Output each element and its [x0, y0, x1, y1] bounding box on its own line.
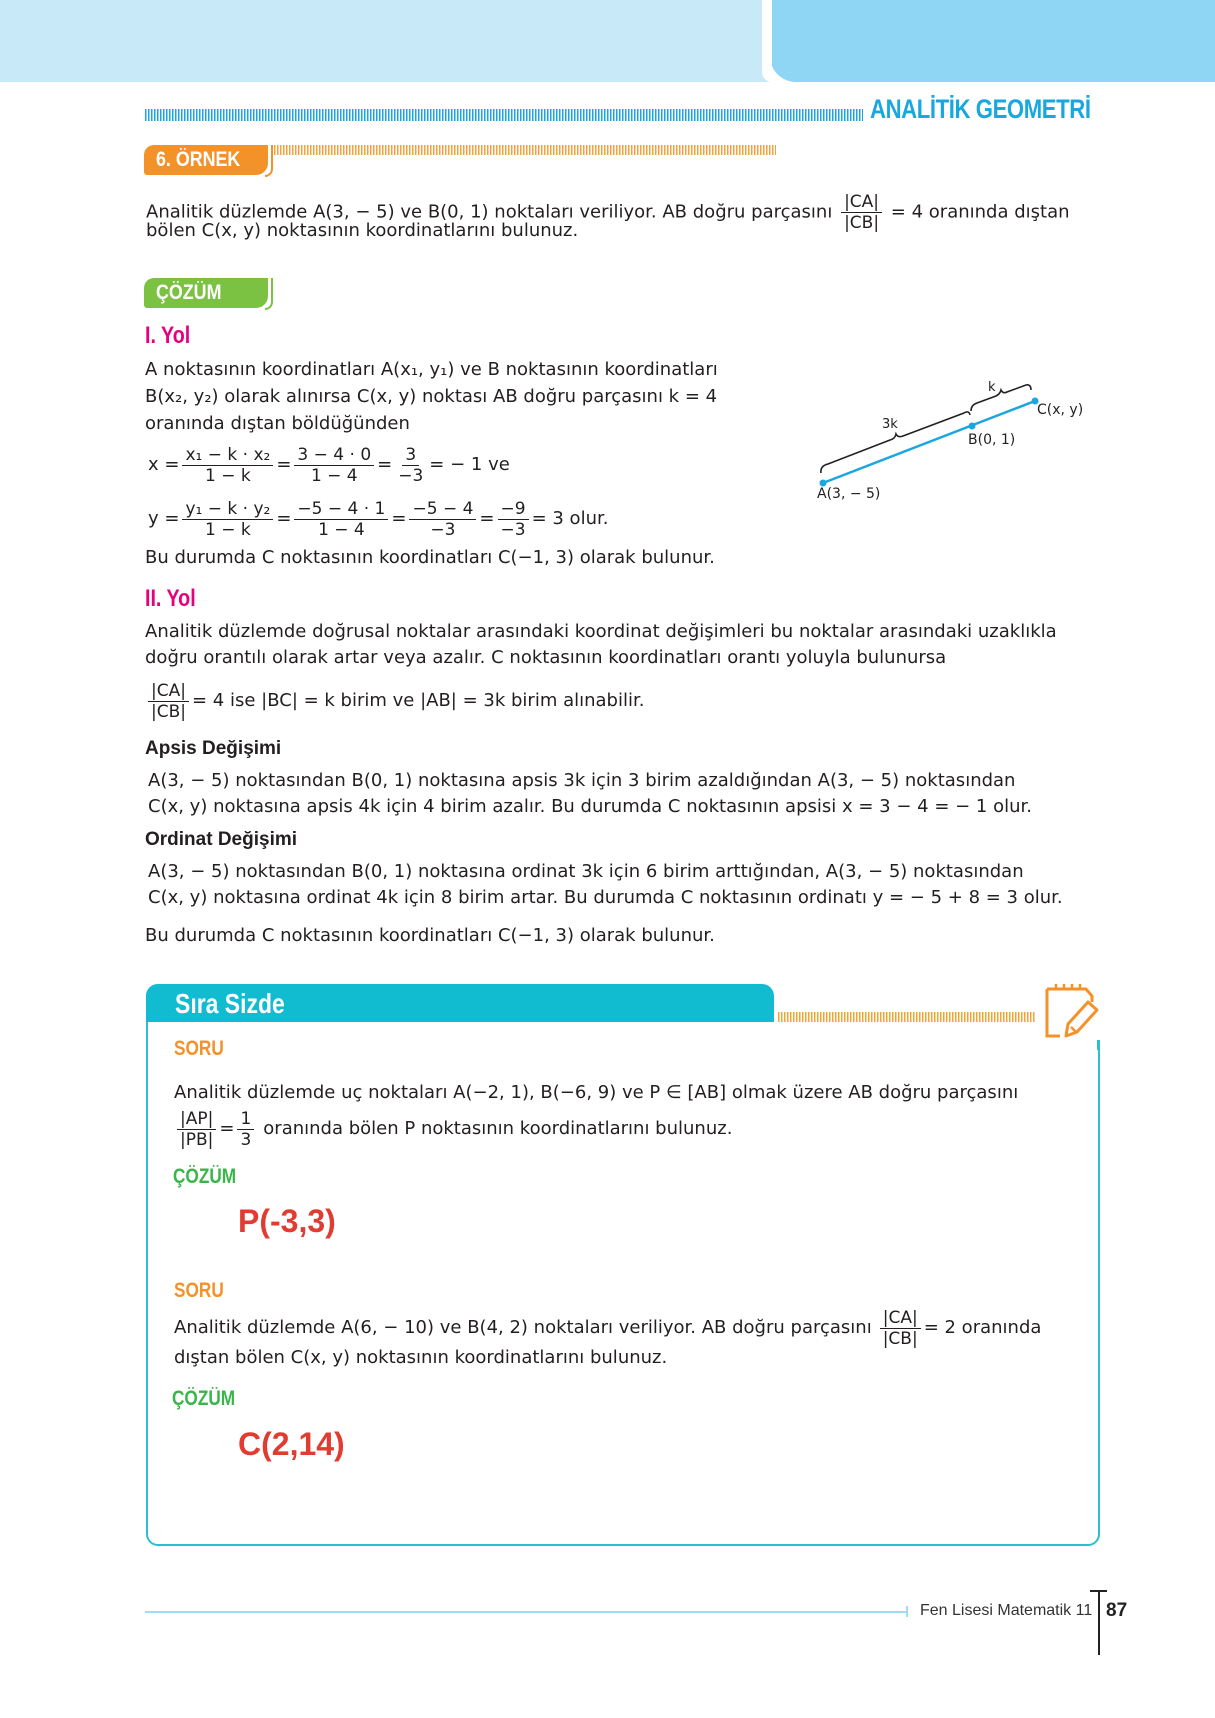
method1-line3: oranında dıştan böldüğünden	[145, 413, 410, 434]
segment-diagram	[800, 360, 1120, 520]
formula-result: = 3 olur.	[531, 508, 609, 529]
text: Analitik düzlemde A(6, − 10) ve B(4, 2) noktaları veriliyor. AB doğru parçasını	[174, 1317, 872, 1338]
page-number: 87	[1106, 1600, 1128, 1621]
text: oranında dıştan	[928, 201, 1070, 223]
formula-result: = − 1 ve	[429, 454, 510, 475]
method2-ratio	[145, 679, 644, 723]
equals: =	[391, 508, 407, 529]
question1-line2	[174, 1107, 732, 1151]
fraction-numerator: |CA|	[880, 1308, 921, 1329]
question1-line1: Analitik düzlemde uç noktaları A(−2, 1), B(−6, 9) ve P ∈ [AB] olmak üzere AB doğru parçasını	[174, 1082, 1019, 1103]
equals: =	[479, 508, 495, 529]
fraction-numerator: |CA|	[148, 681, 189, 702]
section-title: ANALİTİK GEOMETRİ	[870, 94, 1091, 124]
point-c: C(x, y)	[201, 220, 262, 241]
example-hatch-rule	[274, 145, 776, 155]
header-band-dark	[770, 0, 1215, 82]
method1-line2: B(x₂, y₂) olarak alınırsa C(x, y) noktası AB doğru parçasını k = 4	[145, 386, 718, 407]
fraction	[294, 445, 374, 486]
ratio-fraction	[177, 1109, 216, 1150]
fraction-denominator: 1 − 4	[310, 465, 358, 486]
fraction-numerator: −9	[498, 499, 529, 520]
fraction	[395, 445, 426, 486]
label-point-b: B(0, 1)	[968, 432, 1016, 448]
practice-box-border-stub	[1097, 1040, 1099, 1050]
y-formula	[148, 498, 608, 540]
text: = 4 ise |BC| = k birim ve |AB| = 3k birim alınabilir.	[192, 690, 645, 711]
equals: =	[276, 508, 292, 529]
fraction-numerator: 3	[402, 445, 419, 466]
example-tag	[144, 145, 268, 175]
practice-title: Sıra Sizde	[175, 988, 285, 1019]
apsis-line1: A(3, − 5) noktasından B(0, 1) noktasına apsis 3k için 3 birim azaldığından A(3, − 5) noktasından	[148, 770, 1016, 791]
fraction-denominator: 3	[240, 1129, 252, 1150]
fraction-denominator: −3	[500, 519, 526, 540]
x-formula	[148, 444, 510, 486]
question2-line2: dıştan bölen C(x, y) noktasının koordinatlarını bulunuz.	[174, 1347, 668, 1368]
question2-answer: C(2,14)	[238, 1426, 345, 1462]
question2-label: SORU	[174, 1279, 224, 1302]
book-title: Fen Lisesi Matematik 11	[920, 1602, 1093, 1619]
fraction-numerator: |AP|	[177, 1109, 216, 1130]
question1-answer: P(-3,3)	[238, 1203, 336, 1239]
fraction-denominator: −3	[430, 519, 456, 540]
footer-rule	[145, 1611, 907, 1613]
fraction	[409, 499, 476, 540]
footer-divider	[1098, 1590, 1100, 1655]
ratio-fraction	[841, 192, 882, 233]
fraction-numerator: −5 − 4	[409, 499, 476, 520]
label-point-a: A(3, − 5)	[817, 486, 881, 502]
fraction-denominator: 1 − 4	[318, 519, 365, 540]
fraction-numerator: x₁ − k · x₂	[182, 445, 273, 466]
point-a: A(3, − 5)	[313, 201, 395, 223]
method2-line1: Analitik düzlemde doğrusal noktalar arasındaki koordinat değişimleri bu noktalar arasındaki uzaklıkla	[145, 621, 1057, 642]
fraction-denominator: |CB|	[844, 213, 880, 233]
ratio-fraction	[148, 681, 189, 722]
method2-conclusion: Bu durumda C noktasının koordinatları C(−1, 3) olarak bulunur.	[145, 925, 715, 946]
label-3k: 3k	[882, 417, 898, 432]
ordinat-line1: A(3, − 5) noktasından B(0, 1) noktasına ordinat 3k için 6 birim arttığından, A(3, − 5) noktasından	[148, 861, 1024, 882]
label-point-c: C(x, y)	[1037, 402, 1084, 418]
text: oranında bölen P noktasının koordinatlarını bulunuz.	[263, 1118, 733, 1139]
text: noktasının koordinatlarını bulunuz.	[266, 220, 579, 241]
formula-lhs: x =	[148, 454, 180, 475]
fraction-numerator: 1	[237, 1109, 254, 1130]
question2-line1	[174, 1306, 1041, 1350]
equals: =	[377, 454, 393, 475]
fraction-numerator: 3 − 4 · 0	[294, 445, 374, 466]
equals: =	[219, 1118, 235, 1139]
header-hatch-rule	[145, 109, 863, 121]
fraction-numerator: |CA|	[841, 192, 882, 213]
text: bölen	[146, 220, 196, 241]
point-b: B(0, 1)	[427, 201, 489, 223]
ordinat-title: Ordinat Değişimi	[145, 829, 298, 850]
fraction	[182, 445, 273, 486]
solution-tag-label: ÇÖZÜM	[156, 281, 222, 304]
fraction-numerator: y₁ − k · y₂	[182, 499, 273, 520]
ordinat-line2: C(x, y) noktasına ordinat 4k için 8 birim artar. Bu durumda C noktasının ordinatı y = − 5 + 8 = 3 olur.	[148, 887, 1063, 908]
label-k: k	[988, 380, 996, 395]
example-tag-label: 6. ÖRNEK	[156, 148, 241, 171]
text: noktaları veriliyor. AB doğru parçasını	[494, 201, 833, 223]
footer-rule-tick	[906, 1606, 908, 1617]
method2-title: II. Yol	[145, 585, 196, 612]
fraction-denominator: |CB|	[151, 701, 186, 722]
value-fraction	[237, 1109, 254, 1150]
apsis-line2: C(x, y) noktasına apsis 4k için 4 birim azalır. Bu durumda C noktasının apsisi x = 3 − 4 = − 1 olur.	[148, 796, 1032, 817]
text: Analitik düzlemde	[146, 201, 308, 223]
text: ve	[400, 201, 423, 223]
example-problem-line2	[146, 218, 578, 244]
formula-lhs: y =	[148, 508, 180, 529]
fraction-denominator: 1 − k	[205, 465, 251, 486]
ratio-fraction	[880, 1308, 921, 1349]
method1-title: I. Yol	[145, 322, 191, 349]
method2-line2: doğru orantılı olarak artar veya azalır. C noktasının koordinatları orantı yoluyla bulunursa	[145, 647, 947, 668]
header-band-divider	[762, 0, 772, 82]
header-band-light	[0, 0, 770, 82]
fraction-denominator: |CB|	[882, 1328, 918, 1349]
method1-line1: A noktasının koordinatları A(x₁, y₁) ve B noktasının koordinatları	[145, 359, 718, 380]
fraction-numerator: −5 − 4 · 1	[294, 499, 388, 520]
ratio-value: = 4	[890, 201, 924, 223]
fraction	[498, 499, 529, 540]
fraction	[294, 499, 388, 540]
solution-tag	[144, 278, 268, 308]
apsis-title: Apsis Değişimi	[145, 738, 282, 759]
method1-conclusion: Bu durumda C noktasının koordinatları C(−1, 3) olarak bulunur.	[145, 547, 715, 568]
notepad-pencil-icon	[1042, 982, 1100, 1040]
question1-solution-label: ÇÖZÜM	[173, 1165, 237, 1188]
fraction-denominator: 1 − k	[205, 519, 251, 540]
question1-label: SORU	[174, 1037, 224, 1060]
practice-hatch-rule	[778, 1012, 1036, 1022]
text: = 2 oranında	[923, 1317, 1042, 1338]
equals: =	[276, 454, 292, 475]
fraction-denominator: |PB|	[180, 1129, 214, 1150]
question2-solution-label: ÇÖZÜM	[172, 1387, 236, 1410]
fraction-denominator: −3	[398, 465, 424, 486]
fraction	[182, 499, 273, 540]
